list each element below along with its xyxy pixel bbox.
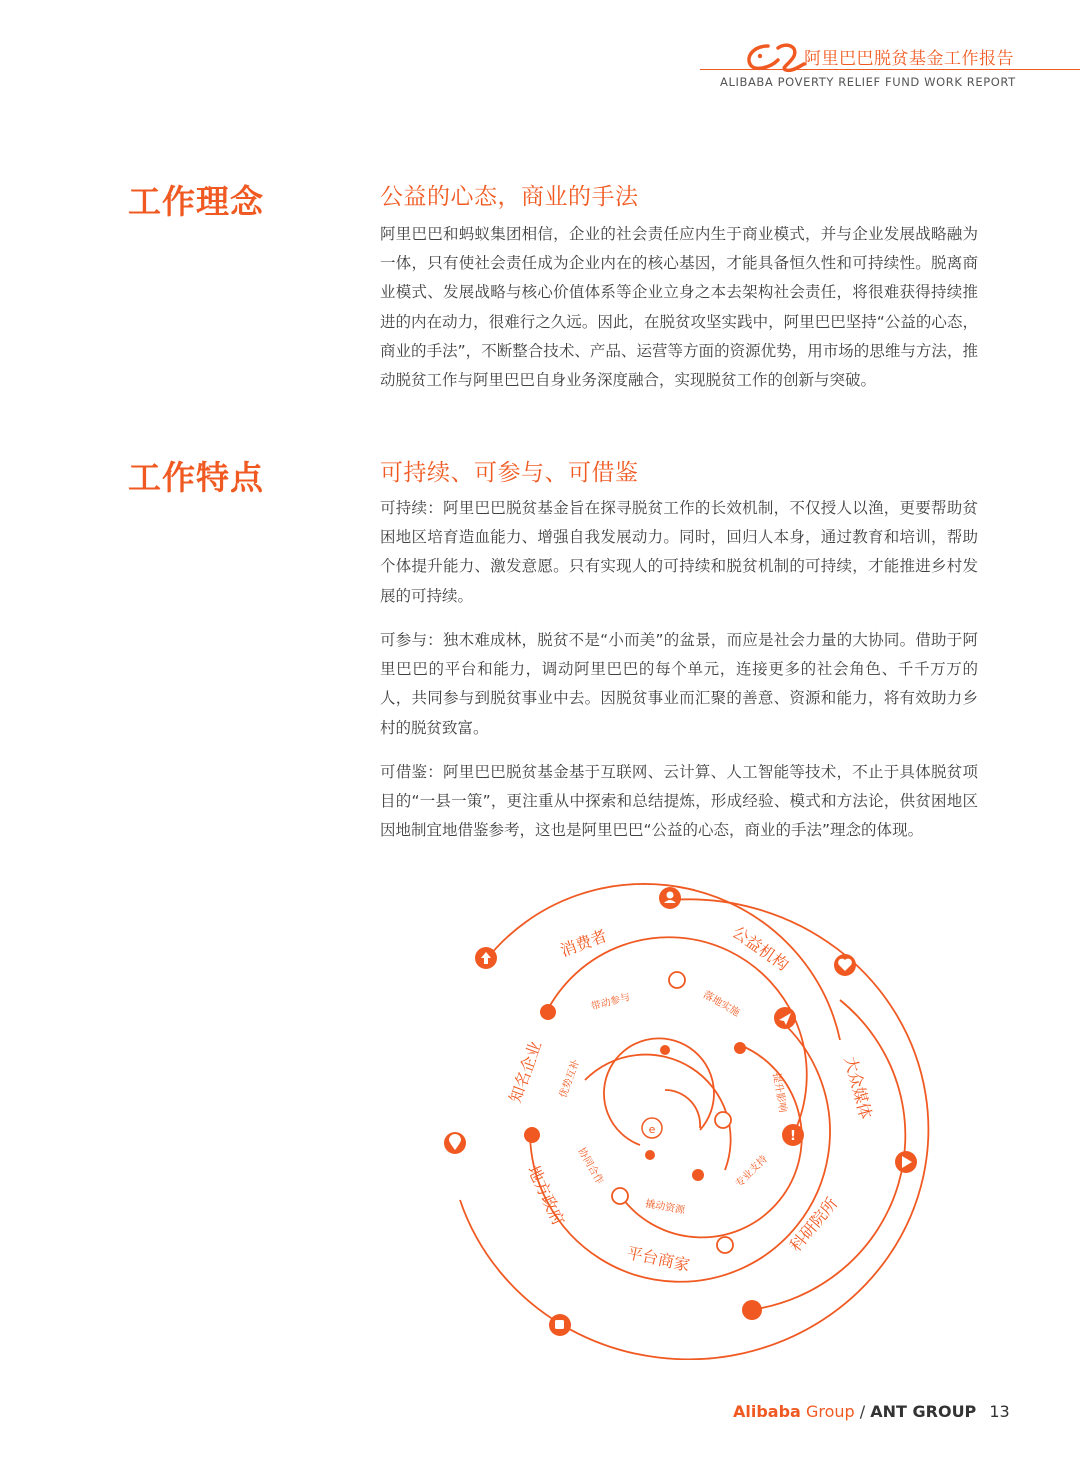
features-paragraph-sustainable: 可持续：阿里巴巴脱贫基金旨在探寻脱贫工作的长效机制，不仅授人以渔，更要帮助贫困地区培育造血能力、增强自我发展动力。同时，回归人本身，通过教育和培训，帮助个体提升能力、激发意愿。只有实现人的可持续和脱贫机制的可持续，才能推进乡村发展的可持续。	[380, 499, 978, 605]
spiral-ring-9	[665, 1090, 700, 1128]
label-professional-support: 专业支持	[733, 1153, 770, 1190]
node-ring	[715, 1112, 731, 1128]
person-icon	[667, 892, 674, 899]
svg-text:e: e	[648, 1123, 656, 1136]
spiral-diagram	[420, 870, 940, 1360]
label-government: 地方政府	[523, 1162, 569, 1229]
node-dot	[692, 1169, 704, 1181]
features-paragraph-participatory: 可参与：独木难成林，脱贫不是“小而美”的盆景，而应是社会力量的大协同。借助于阿里巴巴的平台和能力，调动阿里巴巴的每个单元，连接更多的社会角色、千千万万的人，共同参与到脱贫事业中去。因脱贫事业而汇聚的善意、资源和能力，将有效助力乡村的脱贫致富。	[380, 631, 978, 737]
label-merchants: 平台商家	[624, 1243, 692, 1275]
features-paragraph-replicable: 可借鉴：阿里巴巴脱贫基金基于互联网、云计算、人工智能等技术，不止于具体脱贫项目的“一县一策”，更注重从中探索和总结提炼，形成经验、模式和方法论，供贫困地区因地制宜地借鉴参考，这也是阿里巴巴“公益的心态，商业的手法”理念的体现。	[380, 763, 978, 840]
header-rule	[700, 69, 1080, 70]
label-media: 大众媒体	[840, 1054, 876, 1121]
footer-separator: /	[859, 1402, 866, 1421]
section-subtitle-philosophy: 公益的心态，商业的手法	[380, 184, 639, 210]
philosophy-paragraph: 阿里巴巴和蚂蚁集团相信，企业的社会责任应内生于商业模式，并与企业发展战略融为一体，只有使社会责任成为企业内在的核心基因，才能具备恒久性和可持续性。脱离商业模式、发展战略与核心价值体系等企业立身之本去架构社会责任，将很难获得持续推进的内在动力，很难行之久远。因此，在脱贫攻坚实践中，阿里巴巴坚持“公益的心态，商业的手法”，不断整合技术、产品、运营等方面的资源优势，用市场的思维与方法，推动脱贫工作与阿里巴巴自身业务深度融合，实现脱贫工作的创新与突破。	[380, 225, 978, 390]
footer-group: Group	[805, 1402, 855, 1421]
node-ring	[717, 1237, 733, 1253]
label-leverage-resources: 撬动资源	[644, 1198, 686, 1217]
report-title-cn: 阿里巴巴脱贫基金工作报告	[804, 49, 1014, 69]
label-collaboration: 协同合作	[575, 1146, 605, 1187]
footer-ant-group: ANT GROUP	[870, 1402, 977, 1421]
label-enterprise: 知名企业	[505, 1038, 546, 1106]
center-logo-icon	[642, 1118, 662, 1138]
report-title-en: ALIBABA POVERTY RELIEF FUND WORK REPORT	[720, 75, 1016, 89]
label-charity: 公益机构	[728, 922, 793, 975]
node-dot	[645, 1150, 655, 1160]
node-dot	[540, 1004, 556, 1020]
node-ring	[612, 1188, 628, 1204]
section-subtitle-features: 可持续、可参与、可借鉴	[380, 460, 639, 486]
page-footer	[733, 1402, 1010, 1421]
node-ring	[669, 972, 685, 988]
section-title-philosophy: 工作理念	[128, 182, 264, 221]
node-dot	[734, 1042, 746, 1054]
node-dot	[524, 1127, 540, 1143]
label-implementation: 落地实施	[701, 989, 742, 1019]
section-title-features: 工作特点	[128, 458, 264, 497]
spiral-ring-5	[545, 937, 807, 1135]
node-dot	[660, 1045, 670, 1055]
label-consumer: 消费者	[557, 926, 610, 961]
page-number: 13	[989, 1402, 1010, 1421]
footer-alibaba: Alibaba	[733, 1402, 801, 1421]
label-research: 科研院所	[785, 1193, 842, 1256]
label-drive-participation: 带动参与	[589, 991, 632, 1013]
alert-icon: !	[790, 1129, 796, 1144]
cup-icon	[555, 1320, 564, 1329]
label-influence: 提升影响	[770, 1072, 788, 1114]
label-complementary: 优势互补	[558, 1058, 583, 1100]
node-dot	[742, 1300, 762, 1320]
page-header	[700, 30, 1080, 100]
alibaba-logo	[740, 38, 810, 78]
